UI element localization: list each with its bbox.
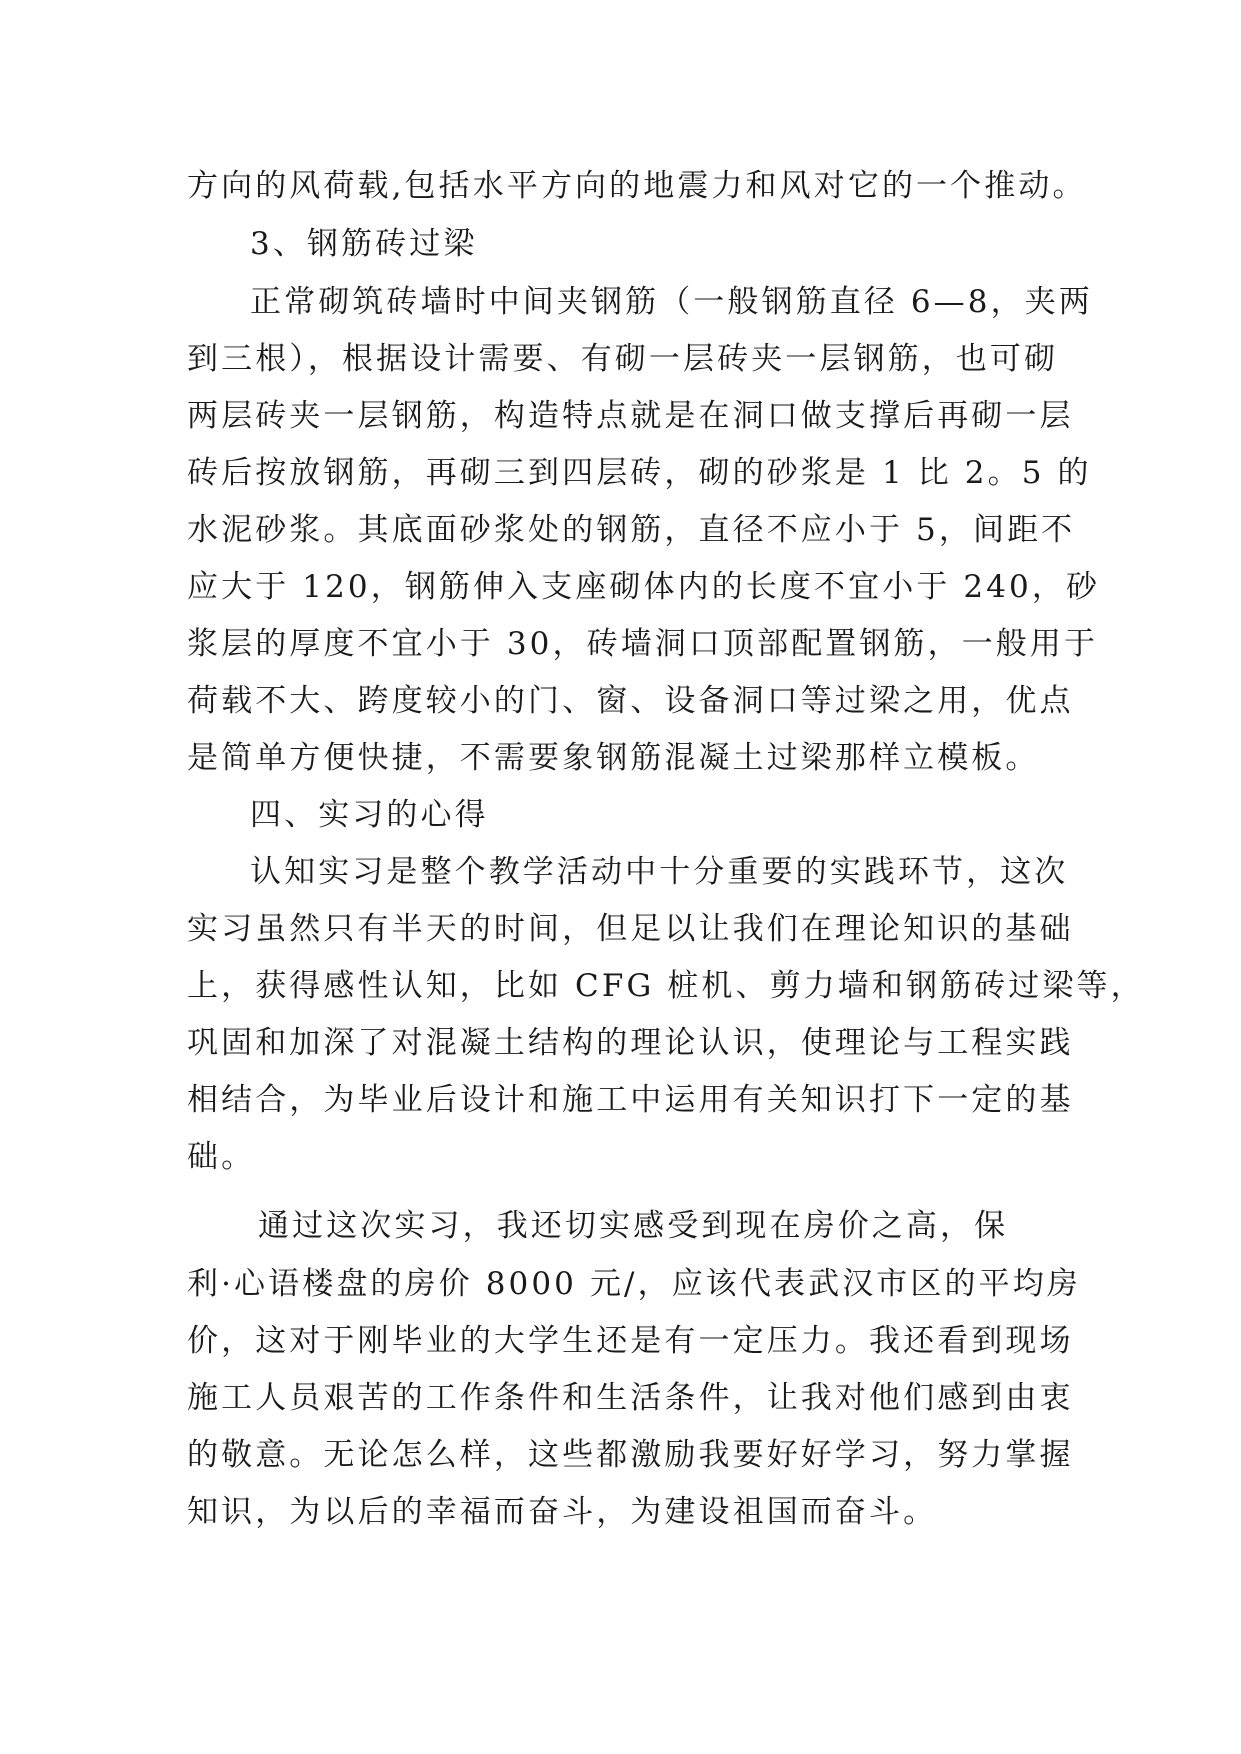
text-line: 价，这对于刚毕业的大学生还是有一定压力。我还看到现场 [187, 1323, 1074, 1359]
text-line: 巩固和加深了对混凝土结构的理论认识，使理论与工程实践 [187, 1025, 1074, 1061]
text-line: 砖后按放钢筋，再砌三到四层砖，砌的砂浆是 1 比 2。5 的 [187, 455, 1092, 491]
text-line: 浆层的厚度不宜小于 30，砖墙洞口顶部配置钢筋，一般用于 [187, 626, 1099, 662]
text-line: 水泥砂浆。其底面砂浆处的钢筋，直径不应小于 5，间距不 [187, 512, 1076, 548]
text-line: 知识，为以后的幸福而奋斗，为建设祖国而奋斗。 [187, 1494, 938, 1530]
text-line: 是简单方便快捷，不需要象钢筋混凝土过梁那样立模板。 [187, 740, 1040, 776]
text-line: 到三根），根据设计需要、有砌一层砖夹一层钢筋，也可砌 [187, 341, 1059, 377]
text-line: 实习虽然只有半天的时间，但足以让我们在理论知识的基础 [187, 911, 1074, 947]
text-line: 两层砖夹一层钢筋，构造特点就是在洞口做支撑后再砌一层 [187, 398, 1074, 434]
text-line: 方向的风荷载,包括水平方向的地震力和风对它的一个推动。 [187, 168, 1087, 204]
section-heading: 四、实习的心得 [250, 797, 489, 833]
text-line: 认知实习是整个教学活动中十分重要的实践环节，这次 [250, 854, 1069, 890]
text-line: 应大于 120，钢筋伸入支座砌体内的长度不宜小于 240，砂 [187, 569, 1101, 605]
text-line: 正常砌筑砖墙时中间夹钢筋（一般钢筋直径 6—8，夹两 [250, 284, 1093, 320]
text-line: 荷载不大、跨度较小的门、窗、设备洞口等过梁之用，优点 [187, 683, 1074, 719]
text-line: 相结合，为毕业后设计和施工中运用有关知识打下一定的基 [187, 1082, 1074, 1118]
text-line: 础。 [187, 1139, 256, 1175]
text-line: 通过这次实习，我还切实感受到现在房价之高，保 [258, 1208, 1009, 1244]
text-line: 的敬意。无论怎么样，这些都激励我要好好学习，努力掌握 [187, 1437, 1074, 1473]
text-line: 施工人员艰苦的工作条件和生活条件，让我对他们感到由衷 [187, 1380, 1074, 1416]
section-heading: 3、钢筋砖过梁 [250, 226, 478, 262]
text-line: 利·心语楼盘的房价 8000 元/，应该代表武汉市区的平均房 [187, 1266, 1081, 1302]
text-line: 上，获得感性认知，比如 CFG 桩机、剪力墙和钢筋砖过梁等， [187, 968, 1145, 1004]
